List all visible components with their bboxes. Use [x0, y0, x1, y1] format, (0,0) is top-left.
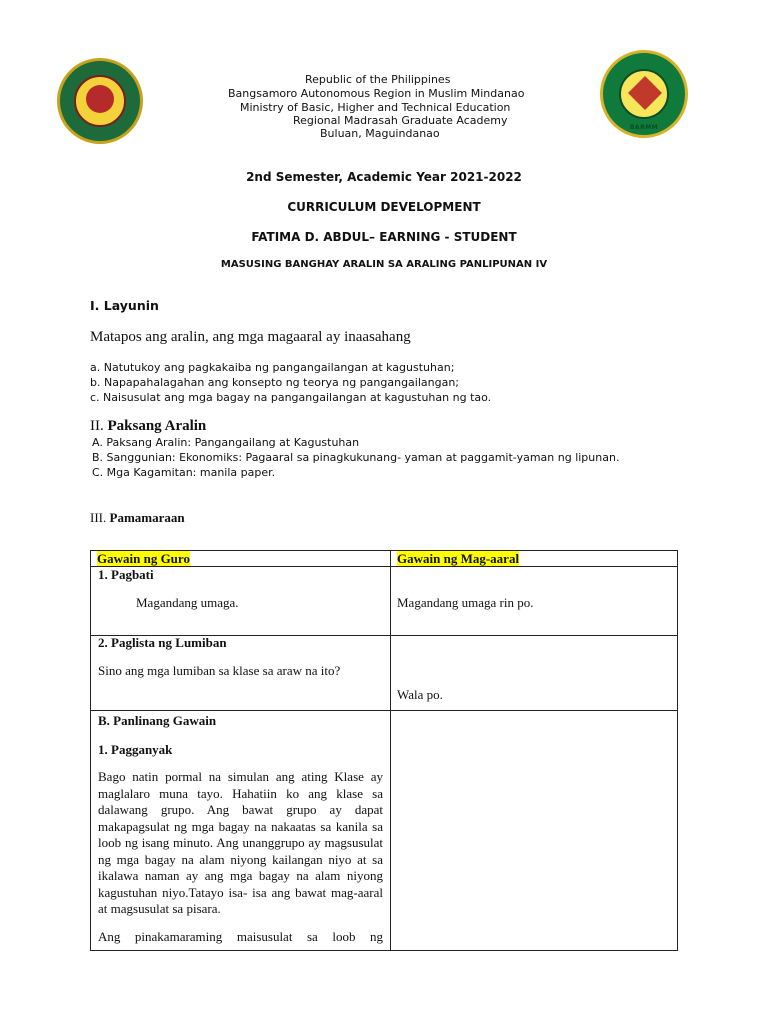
section-paksang-heading [90, 418, 206, 435]
topic-item: C. Mga Kagamitan: manila paper. [92, 466, 276, 479]
student-attendance: Wala po. [397, 687, 443, 702]
lesson-plan-title: MASUSING BANGHAY ARALIN SA ARALING PANLIPUNAN IV [220, 259, 548, 270]
student-column-header: Gawain ng Mag-aaral [397, 551, 520, 566]
row-greeting-title: 1. Pagbati [98, 567, 154, 582]
semester-title: 2nd Semester, Academic Year 2021-2022 [246, 170, 522, 184]
row-development-title: B. Panlinang Gawain [98, 713, 217, 728]
barmm-ministry-logo [600, 50, 688, 138]
student-greeting: Magandang umaga rin po. [397, 595, 534, 610]
objective-item: c. Naisusulat ang mga bagay na pangangailangan at kagustuhan ng tao. [90, 391, 492, 404]
row-attendance-title: 2. Paglista ng Lumiban [98, 635, 227, 650]
motivation-paragraph: Bago natin pormal na simulan ang ating Klase ay maglalaro muna tayo. Hahatiin ko ang klase sa dalawang grupo. Ang bawat grupo ay dapat makapagsulat ng mga bagay na nakaatas sa kanila sa loob ng isang minuto. Ang unanggrupo ay magsusulat ng mga bagay na alam niyong kailangan niyo at sa ikalawa naman ay ang mga bagay na alam niyong kagustuhan niyo.Tatayo isa- isa ang bawat mag-aaral at magsusulat sa pisara. [98, 769, 383, 916]
section-pamamaraan-heading [90, 510, 185, 526]
procedure-table [90, 550, 678, 951]
course-title: CURRICULUM DEVELOPMENT [287, 200, 481, 214]
logo-emblem-icon [619, 69, 669, 119]
table-divider [390, 551, 391, 950]
logo-emblem-icon [74, 75, 126, 127]
student-name: FATIMA D. ABDUL– EARNING - STUDENT [251, 230, 517, 244]
objective-item: b. Napapahalagahan ang konsepto ng teorya ng pangangailangan; [90, 376, 460, 389]
header-ministry: Ministry of Basic, Higher and Technical Education [240, 101, 511, 114]
header-region: Bangsamoro Autonomous Region in Muslim Mindanao [228, 87, 525, 100]
row-motivation-subtitle: 1. Pagganyak [98, 742, 173, 757]
header-academy: Regional Madrasah Graduate Academy [293, 114, 508, 127]
section-layunin-heading: I. Layunin [90, 298, 159, 313]
header-country: Republic of the Philippines [305, 73, 451, 86]
objectives-intro: Matapos ang aralin, ang mga magaaral ay inaasahang [90, 329, 411, 345]
topic-item: A. Paksang Aralin: Pangangailang at Kagustuhan [92, 436, 360, 449]
section-number: II. [90, 418, 104, 434]
teacher-greeting: Magandang umaga. [136, 595, 239, 610]
motivation-paragraph-continued: Ang pinakamaraming maisusulat sa loob ng [98, 929, 383, 944]
header-location: Buluan, Maguindanao [320, 127, 440, 140]
table-divider [91, 710, 677, 711]
topic-item: B. Sanggunian: Ekonomiks: Pagaaral sa pinagkukunang- yaman at paggamit-yaman ng lipunan. [92, 451, 620, 464]
teacher-column-header: Gawain ng Guro [97, 551, 190, 566]
teacher-attendance: Sino ang mga lumiban sa klase sa araw na ito? [98, 663, 341, 678]
section-title: Paksang Aralin [107, 418, 207, 434]
barmm-logo-text: BARMM [629, 124, 659, 131]
objective-item: a. Natutukoy ang pagkakaiba ng pangangailangan at kagustuhan; [90, 361, 455, 374]
section-title: Pamamaraan [109, 510, 185, 525]
regional-madrasah-logo [57, 58, 143, 144]
section-number: III. [90, 510, 107, 525]
